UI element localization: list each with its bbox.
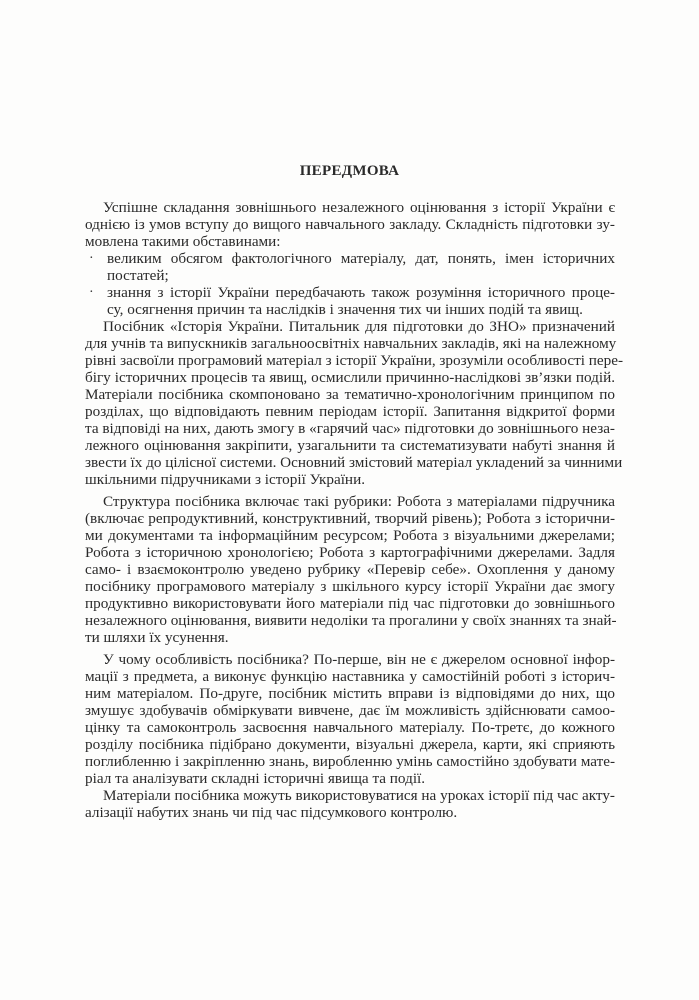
paragraph-line: Посібник «Історія України. Питальник для підготовки до ЗНО» призначений: [103, 318, 615, 335]
bullet-icon: ·: [89, 285, 94, 300]
paragraph-line: цінку та самоконтроль засвоєння навчального матеріалу. По-третє, до кожного: [85, 719, 615, 736]
bullet-line: знання з історії України передбачають також розуміння історичного проце-: [107, 284, 615, 301]
paragraph-line: змушує здобувачів обміркувати вивчене, дає їм можливість здійснювати самоо-: [85, 702, 615, 719]
paragraph-line: для учнів та випускників загальноосвітніх навчальних закладів, які на належному: [85, 335, 617, 352]
paragraph-line: звести їх до цілісної системи. Основний змістовий матеріал укладений за чинними: [85, 454, 623, 471]
bullet-icon: ·: [89, 251, 94, 266]
bullet-line: постатей;: [107, 267, 169, 284]
bullet-line: великим обсягом фактологічного матеріалу, дат, понять, імен історичних: [107, 250, 615, 267]
paragraph-line: ріал та аналізувати складні історичні явища та події.: [85, 770, 426, 787]
paragraph-line: У чому особливість посібника? По-перше, він не є джерелом основної інфор-: [103, 651, 615, 668]
paragraph-line: розділу посібника підібрано документи, візуальні джерела, карти, які сприяють: [85, 736, 615, 753]
paragraph-line: Робота з історичною хронологією; Робота з картографічними джерелами. Задля: [85, 544, 615, 561]
paragraph-line: Матеріали посібника можуть використовуватися на уроках історії під час акту-: [103, 787, 615, 804]
paragraph-line: ти шляхи їх усунення.: [85, 629, 229, 646]
paragraph-line: посібнику програмового матеріалу з шкільного курсу історії України дає змогу: [85, 578, 615, 595]
page-title: ПЕРЕДМОВА: [299, 163, 400, 179]
paragraph-line: Матеріали посібника скомпоновано за тематично-хронологічним принципом по: [85, 386, 615, 403]
paragraph-line: Успішне складання зовнішнього незалежного оцінювання з історії України є: [103, 199, 615, 216]
paragraph-line: розділах, що відповідають певним періодам історії. Запитання відкритої форми: [85, 403, 615, 420]
paragraph-line: мації з предмета, а виконує функцію наставника у самостійній роботі з історич-: [85, 668, 615, 685]
paragraph-line: (включає репродуктивний, конструктивний, творчий рівень); Робота з історични-: [85, 510, 615, 527]
paragraph-line: незалежного оцінювання, виявити недоліки та прогалини у своїх знаннях та знай-: [85, 612, 617, 629]
paragraph-line: та відповіді на них, дають змогу в «гарячий час» підготовки до зовнішнього неза-: [85, 420, 615, 437]
paragraph-line: бігу історичних процесів та явищ, осмислили причинно-наслідкові зв’язки подій.: [85, 369, 615, 386]
paragraph-line: мовлена такими обставинами:: [85, 233, 281, 250]
paragraph-line: алізації набутих знань чи під час підсумкового контролю.: [85, 804, 458, 821]
paragraph-line: ми документами та інформаційним ресурсом; Робота з візуальними джерелами;: [85, 527, 615, 544]
paragraph-line: само- і взаємоконтролю уведено рубрику «Перевір себе». Охоплення у даному: [85, 561, 615, 578]
paragraph-line: лежного оцінювання закріпити, узагальнити та систематизувати набуті знання й: [85, 437, 615, 454]
paragraph-line: однією із умов вступу до вищого навчального закладу. Складність підготовки зу-: [85, 216, 615, 233]
paragraph-line: Структура посібника включає такі рубрики: Робота з матеріалами підручника: [103, 493, 615, 510]
paragraph-line: продуктивно використовувати його матеріали під час підготовки до зовнішнього: [85, 595, 615, 612]
paragraph-line: рівні засвоїли програмовий матеріал з історії України, зрозуміли особливості пере-: [85, 352, 624, 369]
bullet-line: су, осягнення причин та наслідків і значення тих чи інших подій та явищ.: [107, 301, 583, 318]
paragraph-line: ним матеріалом. По-друге, посібник містить вправи із відповідями до них, що: [85, 685, 615, 702]
paragraph-line: поглибленню і закріпленню знань, виробленню умінь самостійно здобувати мате-: [85, 753, 615, 770]
paragraph-line: шкільними підручниками з історії України.: [85, 471, 365, 488]
